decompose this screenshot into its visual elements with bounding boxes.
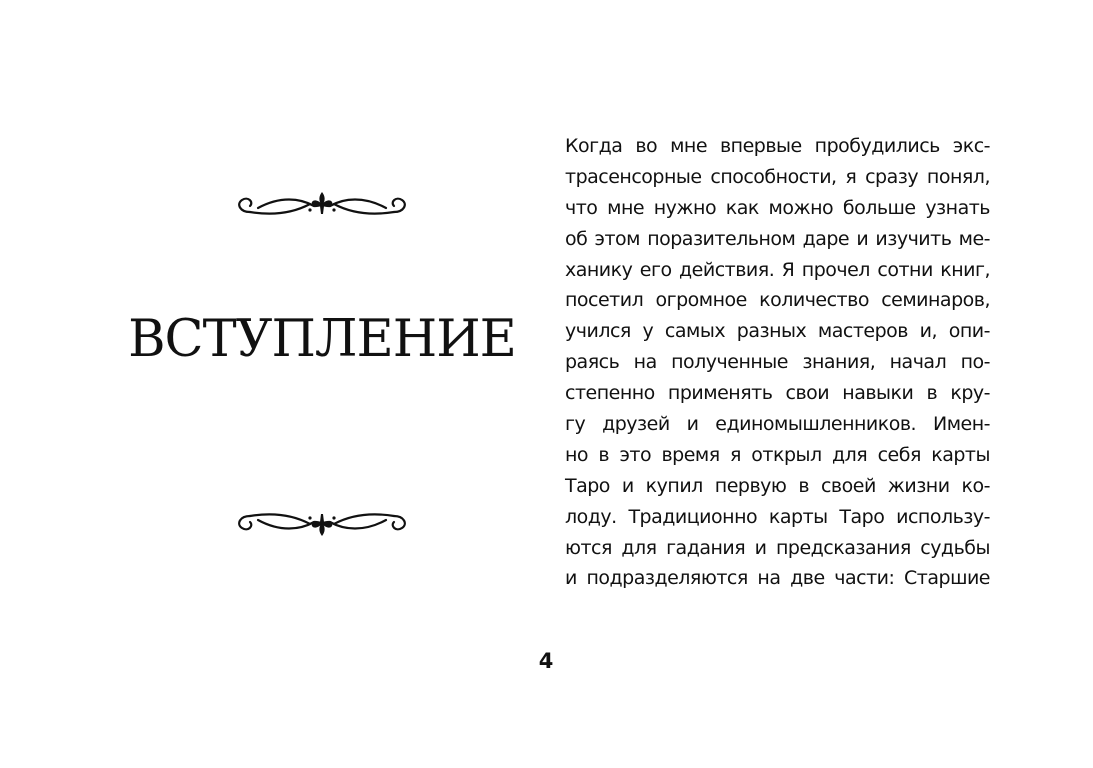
text-line: Таро и купил первую в своей жизни ко- <box>565 474 990 497</box>
text-line: ются для гадания и предсказания судьбы <box>565 536 990 559</box>
chapter-title: ВСТУПЛЕНИЕ <box>128 310 516 369</box>
text-line: раясь на полученные знания, начал по- <box>565 351 990 374</box>
text-line: степенно применять свои навыки в кру- <box>565 382 990 405</box>
page-number: 4 <box>538 649 554 673</box>
text-line: и подразделяются на две части: Старшие <box>565 567 990 590</box>
text-line: но в это время я открыл для себя карты <box>565 443 990 466</box>
bottom-flourish-ornament <box>230 502 414 542</box>
top-flourish-ornament <box>230 186 414 226</box>
text-line: трасенсорные способности, я сразу понял, <box>565 165 990 188</box>
body-paragraph <box>565 131 990 594</box>
text-line: гу друзей и единомышленников. Имен- <box>565 413 990 436</box>
text-line: об этом поразительном даре и изучить ме- <box>565 227 990 250</box>
text-line: посетил огромное количество семинаров, <box>565 289 990 312</box>
text-line: ханику его действия. Я прочел сотни книг, <box>565 258 990 281</box>
text-line: Когда во мне впервые пробудились экс- <box>565 135 990 157</box>
text-line: лоду. Традиционно карты Таро использу- <box>565 505 990 528</box>
text-line: что мне нужно как можно больше узнать <box>565 196 990 219</box>
text-line: учился у самых разных мастеров и, опи- <box>565 320 990 343</box>
